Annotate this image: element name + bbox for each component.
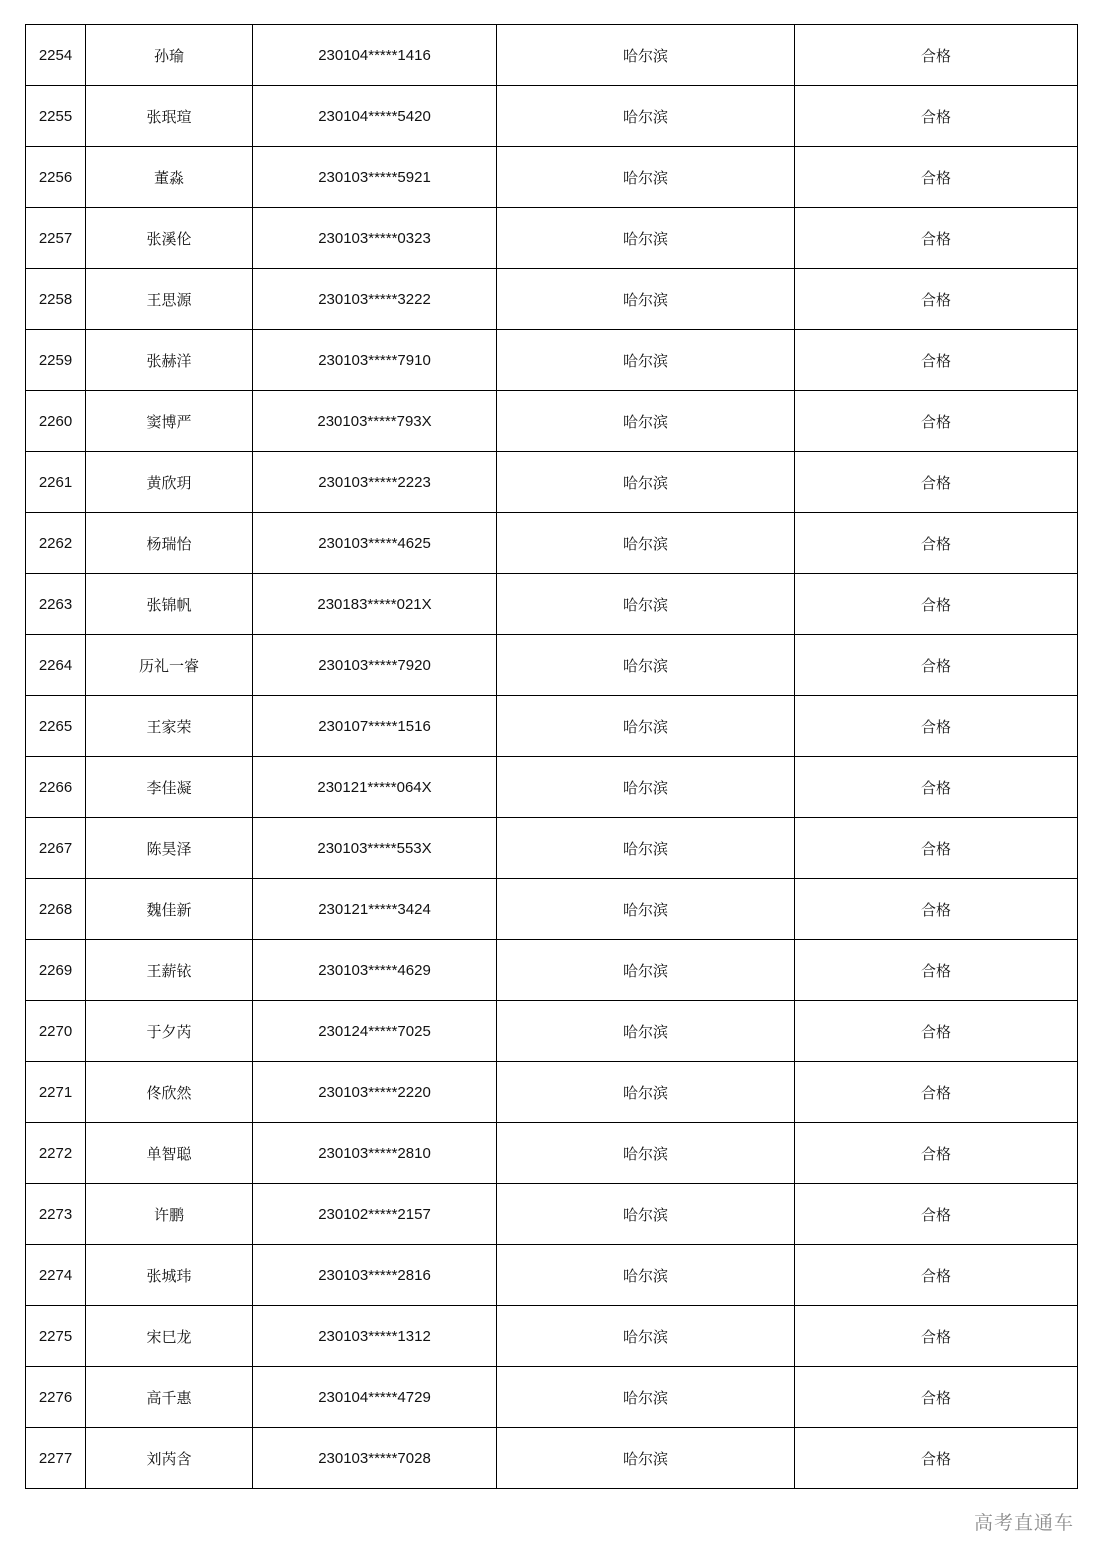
table-row bbox=[26, 1428, 1078, 1489]
result-status-cell: 合格 bbox=[795, 1184, 1078, 1245]
row-number-cell: 2275 bbox=[26, 1306, 86, 1367]
city-name-cell: 哈尔滨 bbox=[497, 513, 795, 574]
row-number-cell: 2267 bbox=[26, 818, 86, 879]
id-number-cell: 230121*****3424 bbox=[253, 879, 497, 940]
table-row bbox=[26, 1367, 1078, 1428]
row-number-cell: 2254 bbox=[26, 25, 86, 86]
city-name-cell: 哈尔滨 bbox=[497, 1428, 795, 1489]
city-name-cell: 哈尔滨 bbox=[497, 818, 795, 879]
result-status-cell: 合格 bbox=[795, 879, 1078, 940]
table-row bbox=[26, 391, 1078, 452]
student-name-cell: 高千惠 bbox=[86, 1367, 253, 1428]
result-status-cell: 合格 bbox=[795, 208, 1078, 269]
city-name-cell: 哈尔滨 bbox=[497, 269, 795, 330]
city-name-cell: 哈尔滨 bbox=[497, 574, 795, 635]
id-number-cell: 230103*****5921 bbox=[253, 147, 497, 208]
student-name-cell: 王薪铱 bbox=[86, 940, 253, 1001]
city-name-cell: 哈尔滨 bbox=[497, 25, 795, 86]
row-number-cell: 2256 bbox=[26, 147, 86, 208]
city-name-cell: 哈尔滨 bbox=[497, 147, 795, 208]
city-name-cell: 哈尔滨 bbox=[497, 208, 795, 269]
id-number-cell: 230103*****2223 bbox=[253, 452, 497, 513]
row-number-cell: 2268 bbox=[26, 879, 86, 940]
student-name-cell: 于夕芮 bbox=[86, 1001, 253, 1062]
city-name-cell: 哈尔滨 bbox=[497, 391, 795, 452]
table-row bbox=[26, 1306, 1078, 1367]
row-number-cell: 2257 bbox=[26, 208, 86, 269]
student-name-cell: 张赫洋 bbox=[86, 330, 253, 391]
student-name-cell: 王思源 bbox=[86, 269, 253, 330]
student-name-cell: 历礼一睿 bbox=[86, 635, 253, 696]
student-name-cell: 黄欣玥 bbox=[86, 452, 253, 513]
id-number-cell: 230103*****553X bbox=[253, 818, 497, 879]
id-number-cell: 230103*****7028 bbox=[253, 1428, 497, 1489]
row-number-cell: 2262 bbox=[26, 513, 86, 574]
table-row bbox=[26, 269, 1078, 330]
row-number-cell: 2277 bbox=[26, 1428, 86, 1489]
table-row bbox=[26, 940, 1078, 1001]
student-name-cell: 李佳凝 bbox=[86, 757, 253, 818]
student-name-cell: 刘芮含 bbox=[86, 1428, 253, 1489]
row-number-cell: 2260 bbox=[26, 391, 86, 452]
student-name-cell: 张城玮 bbox=[86, 1245, 253, 1306]
result-status-cell: 合格 bbox=[795, 1001, 1078, 1062]
table-row bbox=[26, 1245, 1078, 1306]
id-number-cell: 230104*****4729 bbox=[253, 1367, 497, 1428]
city-name-cell: 哈尔滨 bbox=[497, 1062, 795, 1123]
student-name-cell: 张锦帆 bbox=[86, 574, 253, 635]
id-number-cell: 230103*****0323 bbox=[253, 208, 497, 269]
result-status-cell: 合格 bbox=[795, 391, 1078, 452]
result-status-cell: 合格 bbox=[795, 1367, 1078, 1428]
result-status-cell: 合格 bbox=[795, 635, 1078, 696]
city-name-cell: 哈尔滨 bbox=[497, 452, 795, 513]
result-status-cell: 合格 bbox=[795, 269, 1078, 330]
result-status-cell: 合格 bbox=[795, 940, 1078, 1001]
watermark-text: 高考直通车 bbox=[973, 1512, 1074, 1534]
table-row bbox=[26, 879, 1078, 940]
table-row bbox=[26, 208, 1078, 269]
row-number-cell: 2259 bbox=[26, 330, 86, 391]
id-number-cell: 230124*****7025 bbox=[253, 1001, 497, 1062]
city-name-cell: 哈尔滨 bbox=[497, 696, 795, 757]
table-row bbox=[26, 818, 1078, 879]
result-status-cell: 合格 bbox=[795, 452, 1078, 513]
table-row bbox=[26, 757, 1078, 818]
result-status-cell: 合格 bbox=[795, 513, 1078, 574]
result-status-cell: 合格 bbox=[795, 574, 1078, 635]
city-name-cell: 哈尔滨 bbox=[497, 879, 795, 940]
row-number-cell: 2271 bbox=[26, 1062, 86, 1123]
roster-table bbox=[25, 24, 1078, 1489]
id-number-cell: 230121*****064X bbox=[253, 757, 497, 818]
id-number-cell: 230103*****7920 bbox=[253, 635, 497, 696]
table-row bbox=[26, 574, 1078, 635]
student-name-cell: 王家荣 bbox=[86, 696, 253, 757]
student-name-cell: 佟欣然 bbox=[86, 1062, 253, 1123]
roster-body bbox=[26, 25, 1078, 1489]
student-name-cell: 宋巳龙 bbox=[86, 1306, 253, 1367]
table-row bbox=[26, 1062, 1078, 1123]
table-row bbox=[26, 513, 1078, 574]
row-number-cell: 2270 bbox=[26, 1001, 86, 1062]
table-row bbox=[26, 452, 1078, 513]
student-name-cell: 陈昊泽 bbox=[86, 818, 253, 879]
row-number-cell: 2264 bbox=[26, 635, 86, 696]
table-row bbox=[26, 330, 1078, 391]
student-name-cell: 孙瑜 bbox=[86, 25, 253, 86]
city-name-cell: 哈尔滨 bbox=[497, 635, 795, 696]
id-number-cell: 230103*****793X bbox=[253, 391, 497, 452]
id-number-cell: 230103*****3222 bbox=[253, 269, 497, 330]
row-number-cell: 2263 bbox=[26, 574, 86, 635]
result-status-cell: 合格 bbox=[795, 1306, 1078, 1367]
table-row bbox=[26, 1001, 1078, 1062]
city-name-cell: 哈尔滨 bbox=[497, 1367, 795, 1428]
table-row bbox=[26, 1123, 1078, 1184]
id-number-cell: 230104*****1416 bbox=[253, 25, 497, 86]
result-status-cell: 合格 bbox=[795, 757, 1078, 818]
id-number-cell: 230183*****021X bbox=[253, 574, 497, 635]
result-status-cell: 合格 bbox=[795, 1062, 1078, 1123]
row-number-cell: 2269 bbox=[26, 940, 86, 1001]
city-name-cell: 哈尔滨 bbox=[497, 757, 795, 818]
table-row bbox=[26, 1184, 1078, 1245]
city-name-cell: 哈尔滨 bbox=[497, 940, 795, 1001]
city-name-cell: 哈尔滨 bbox=[497, 86, 795, 147]
table-row bbox=[26, 25, 1078, 86]
result-status-cell: 合格 bbox=[795, 1123, 1078, 1184]
id-number-cell: 230103*****4625 bbox=[253, 513, 497, 574]
row-number-cell: 2258 bbox=[26, 269, 86, 330]
city-name-cell: 哈尔滨 bbox=[497, 1184, 795, 1245]
table-row bbox=[26, 147, 1078, 208]
id-number-cell: 230102*****2157 bbox=[253, 1184, 497, 1245]
result-status-cell: 合格 bbox=[795, 696, 1078, 757]
id-number-cell: 230104*****5420 bbox=[253, 86, 497, 147]
id-number-cell: 230103*****1312 bbox=[253, 1306, 497, 1367]
id-number-cell: 230103*****2810 bbox=[253, 1123, 497, 1184]
result-status-cell: 合格 bbox=[795, 86, 1078, 147]
result-status-cell: 合格 bbox=[795, 330, 1078, 391]
result-status-cell: 合格 bbox=[795, 1428, 1078, 1489]
result-status-cell: 合格 bbox=[795, 1245, 1078, 1306]
city-name-cell: 哈尔滨 bbox=[497, 330, 795, 391]
row-number-cell: 2255 bbox=[26, 86, 86, 147]
city-name-cell: 哈尔滨 bbox=[497, 1123, 795, 1184]
result-status-cell: 合格 bbox=[795, 147, 1078, 208]
id-number-cell: 230103*****7910 bbox=[253, 330, 497, 391]
student-name-cell: 张珉瑄 bbox=[86, 86, 253, 147]
id-number-cell: 230103*****2816 bbox=[253, 1245, 497, 1306]
student-name-cell: 窦博严 bbox=[86, 391, 253, 452]
row-number-cell: 2274 bbox=[26, 1245, 86, 1306]
student-name-cell: 杨瑞怡 bbox=[86, 513, 253, 574]
row-number-cell: 2266 bbox=[26, 757, 86, 818]
id-number-cell: 230103*****2220 bbox=[253, 1062, 497, 1123]
row-number-cell: 2276 bbox=[26, 1367, 86, 1428]
table-row bbox=[26, 696, 1078, 757]
row-number-cell: 2265 bbox=[26, 696, 86, 757]
table-row bbox=[26, 635, 1078, 696]
table-row bbox=[26, 86, 1078, 147]
student-name-cell: 董淼 bbox=[86, 147, 253, 208]
result-status-cell: 合格 bbox=[795, 818, 1078, 879]
row-number-cell: 2261 bbox=[26, 452, 86, 513]
row-number-cell: 2272 bbox=[26, 1123, 86, 1184]
row-number-cell: 2273 bbox=[26, 1184, 86, 1245]
result-status-cell: 合格 bbox=[795, 25, 1078, 86]
student-name-cell: 单智聪 bbox=[86, 1123, 253, 1184]
student-name-cell: 张溪伦 bbox=[86, 208, 253, 269]
city-name-cell: 哈尔滨 bbox=[497, 1001, 795, 1062]
city-name-cell: 哈尔滨 bbox=[497, 1306, 795, 1367]
id-number-cell: 230103*****4629 bbox=[253, 940, 497, 1001]
student-name-cell: 许鹏 bbox=[86, 1184, 253, 1245]
id-number-cell: 230107*****1516 bbox=[253, 696, 497, 757]
student-name-cell: 魏佳新 bbox=[86, 879, 253, 940]
city-name-cell: 哈尔滨 bbox=[497, 1245, 795, 1306]
